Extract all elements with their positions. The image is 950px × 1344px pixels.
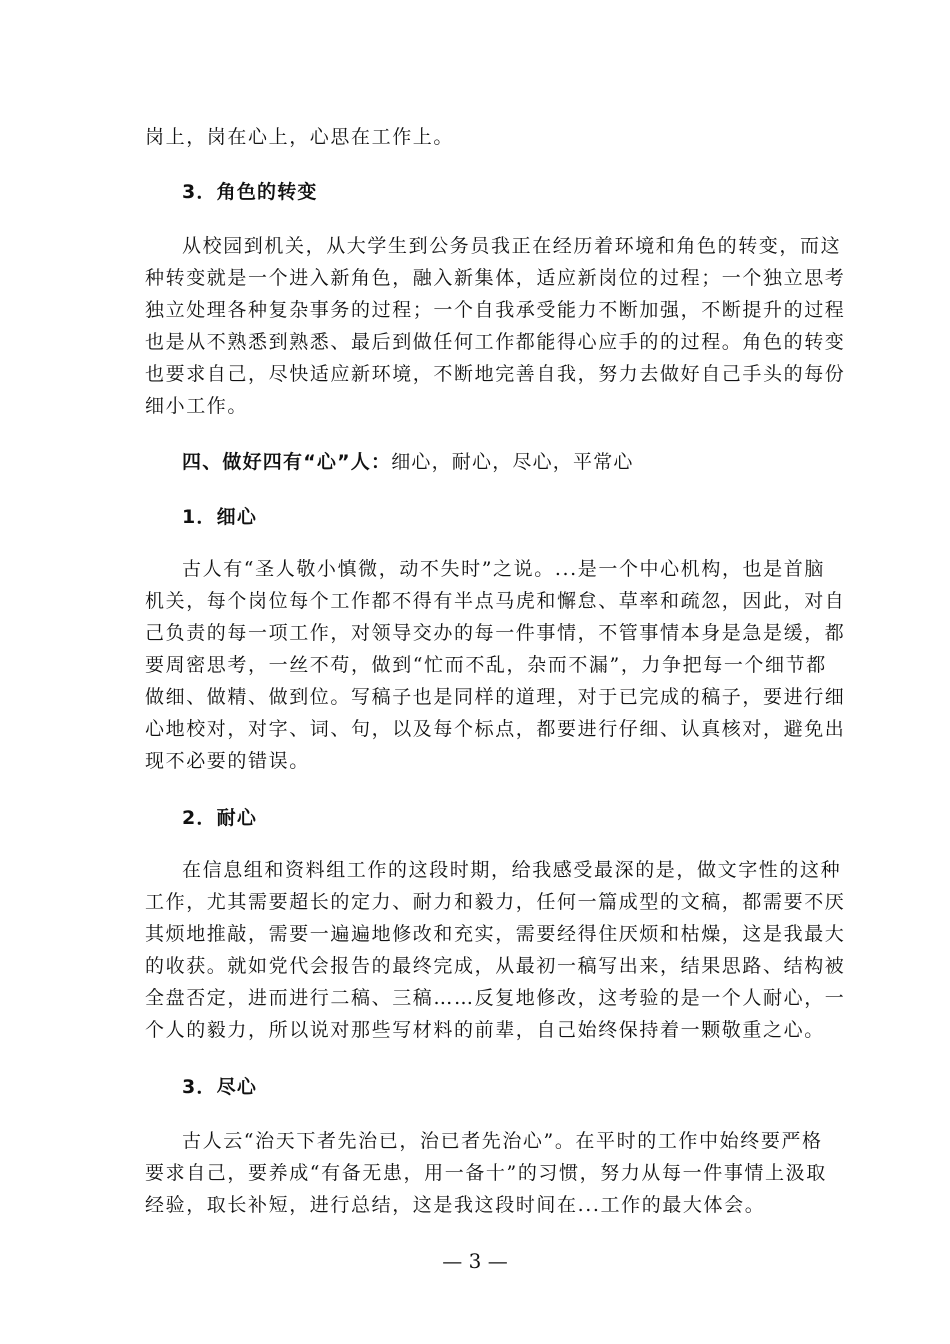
paragraph-line: 个人的毅力，所以说对那些写材料的前辈，自己始终保持着一颗敬重之心。: [145, 1019, 825, 1041]
paragraph-line: 现不必要的错误。: [145, 750, 310, 772]
paragraph-line: 经验，取长补短，进行总结，这是我这段时间在...工作的最大体会。: [145, 1194, 766, 1216]
paragraph-line: 种转变就是一个进入新角色，融入新集体，适应新岗位的过程；一个独立思考: [145, 267, 846, 289]
paragraph-line: 做细、做精、做到位。写稿子也是同样的道理，对于已完成的稿子，要进行细: [145, 686, 846, 708]
paragraph-line: 在信息组和资料组工作的这段时期，给我感受最深的是，做文字性的这种: [182, 859, 842, 881]
paragraph-line: 要周密思考，一丝不苟，做到“忙而不乱，杂而不漏”，力争把每一个细节都: [145, 654, 827, 676]
page-number: — 3 —: [442, 1249, 508, 1273]
paragraph-line: 古人有“圣人敬小慎微，动不失时”之说。...是一个中心机构，也是首脑: [182, 558, 825, 580]
section-heading: 3．角色的转变: [182, 181, 318, 203]
section-heading: 1．细心: [182, 506, 258, 528]
paragraph-line: 要求自己，要养成“有备无患，用一备十”的习惯，努力从每一件事情上汲取: [145, 1162, 827, 1184]
paragraph-line: 其烦地推敲，需要一遍遍地修改和充实，需要经得住厌烦和枯燥，这是我最大: [145, 923, 846, 945]
paragraph-line: 古人云“治天下者先治已，治已者先治心”。在平时的工作中始终要严格: [182, 1130, 823, 1152]
chapter-heading: [182, 450, 805, 474]
chapter-heading-rest: 细心，耐心，尽心，平常心: [391, 451, 634, 473]
paragraph-line: 己负责的每一项工作，对领导交办的每一件事情，不管事情本身是急是缓，都: [145, 622, 846, 644]
section-heading: 3．尽心: [182, 1076, 258, 1098]
paragraph-line: 细小工作。: [145, 395, 249, 417]
paragraph-line: 心地校对，对字、词、句，以及每个标点，都要进行仔细、认真核对，避免出: [145, 718, 846, 740]
paragraph-line: 从校园到机关，从大学生到公务员我正在经历着环境和角色的转变，而这: [182, 235, 842, 257]
paragraph-line: 岗上，岗在心上，心思在工作上。: [145, 126, 455, 148]
chapter-heading-bold: 四、做好四有“心”人：: [182, 451, 392, 473]
paragraph-line: 也是从不熟悉到熟悉、最后到做任何工作都能得心应手的的过程。角色的转变: [145, 331, 846, 353]
paragraph-line: 独立处理各种复杂事务的过程；一个自我承受能力不断加强，不断提升的过程: [145, 299, 846, 321]
paragraph-line: 的收获。就如党代会报告的最终完成，从最初一稿写出来，结果思路、结构被: [145, 955, 846, 977]
paragraph-line: 工作，尤其需要超长的定力、耐力和毅力，任何一篇成型的文稿，都需要不厌: [145, 891, 846, 913]
paragraph-line: 机关，每个岗位每个工作都不得有半点马虎和懈怠、草率和疏忽，因此，对自: [145, 590, 846, 612]
paragraph-line: 全盘否定，进而进行二稿、三稿……反复地修改，这考验的是一个人耐心，一: [145, 987, 846, 1009]
section-heading: 2．耐心: [182, 807, 258, 829]
paragraph-line: 也要求自己，尽快适应新环境，不断地完善自我，努力去做好自己手头的每份: [145, 363, 846, 385]
